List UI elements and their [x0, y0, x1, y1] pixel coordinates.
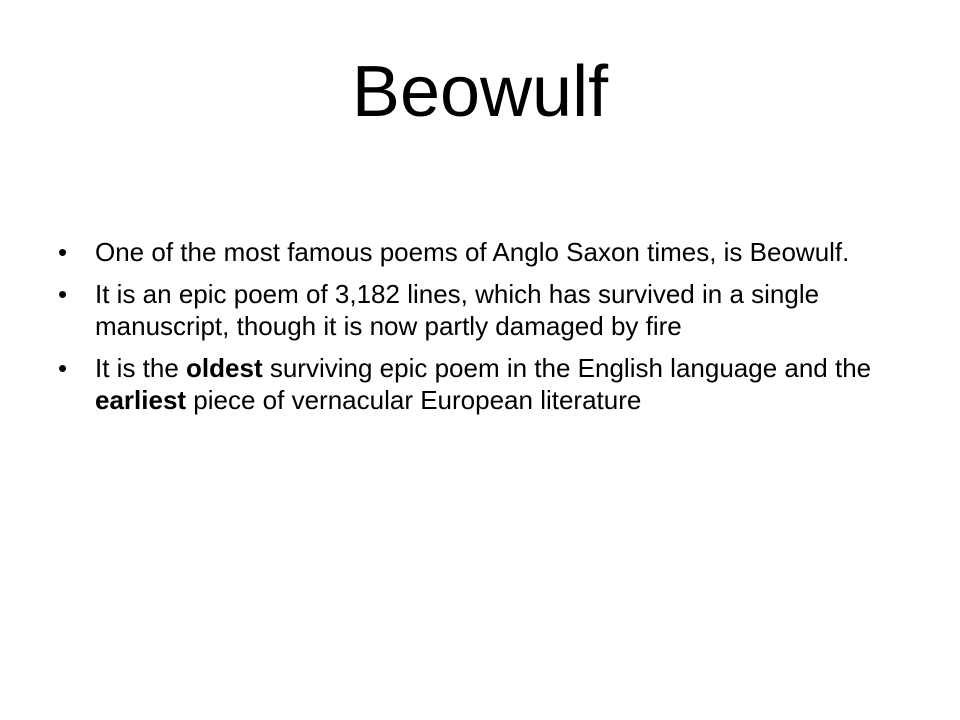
bullet-icon: • — [58, 353, 68, 383]
bullet-item-1 — [58, 236, 908, 268]
bullet-item-3 — [58, 352, 908, 416]
bullet-list — [58, 236, 908, 426]
slide-title: Beowulf — [351, 52, 609, 132]
bullet-3-text-before-oldest: It is the — [95, 353, 187, 383]
bullet-icon: • — [58, 279, 68, 309]
bullet-text-2: It is an epic poem of 3,182 lines, which has survived in a single manuscript, though it is now partly damaged by fire — [95, 279, 820, 341]
emphasis-oldest: oldest — [186, 353, 263, 383]
bullet-3-text-between: surviving epic poem in the English language and the — [262, 353, 872, 383]
emphasis-earliest: earliest — [95, 385, 187, 415]
bullet-3-text-after: piece of vernacular European literature — [186, 385, 642, 415]
bullet-icon: • — [58, 237, 68, 267]
bullet-text-1: One of the most famous poems of Anglo Saxon times, is Beowulf. — [95, 237, 850, 267]
bullet-text-3 — [95, 352, 908, 416]
bullet-item-2 — [58, 278, 908, 342]
